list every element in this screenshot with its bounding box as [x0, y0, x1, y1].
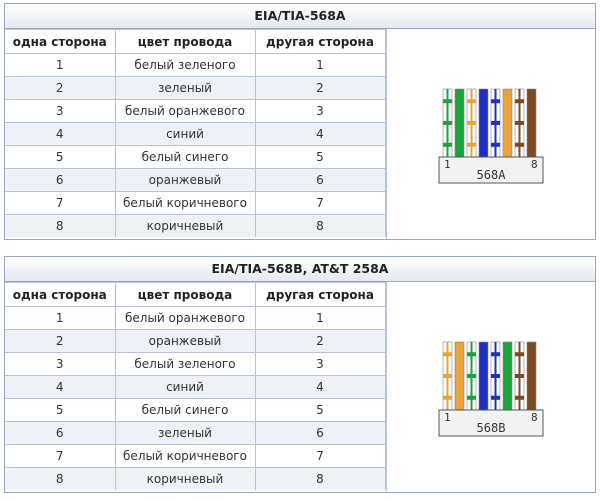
column-header-side-b: другая сторона [255, 30, 385, 54]
panel-title: EIA/TIA-568A [5, 4, 595, 29]
pin-label-last: 8 [531, 411, 538, 424]
table-row [5, 353, 385, 376]
pin-side-b: 7 [255, 445, 385, 468]
pin-label-first: 1 [444, 158, 451, 171]
wire-stripe-band [443, 396, 452, 400]
wire-color: белый синего [115, 146, 255, 169]
pin-side-b: 1 [255, 307, 385, 330]
wire-stripe-band [443, 352, 452, 356]
table-row [5, 169, 385, 192]
table-header-row [5, 30, 385, 54]
pin-side-a: 1 [5, 307, 115, 330]
wire-stripe-band [491, 143, 500, 147]
pin-side-a: 7 [5, 445, 115, 468]
wire-color: белый коричневого [115, 192, 255, 215]
pin-side-b: 8 [255, 215, 385, 238]
wire-stripe-band [515, 143, 524, 147]
wire-stripe-band [491, 121, 500, 125]
pin-side-a: 1 [5, 54, 115, 77]
wire-stripe-band [515, 374, 524, 378]
pin-side-b: 4 [255, 123, 385, 146]
wire-color: оранжевый [115, 169, 255, 192]
table-row [5, 330, 385, 353]
pin-side-a: 3 [5, 353, 115, 376]
table-row [5, 54, 385, 77]
wire-color: белый коричневого [115, 445, 255, 468]
column-header-side-a: одна сторона [5, 283, 115, 307]
wire-stripe-band [515, 121, 524, 125]
wire-color: белый синего [115, 399, 255, 422]
pin-side-b: 4 [255, 376, 385, 399]
panel-title: EIA/TIA-568B, AT&T 258A [5, 257, 595, 282]
table-row [5, 215, 385, 238]
connector-wires [443, 342, 536, 410]
pin-side-a: 8 [5, 468, 115, 491]
column-header-side-b: другая сторона [255, 283, 385, 307]
wire-pin-4 [479, 89, 488, 157]
table-row [5, 445, 385, 468]
column-header-side-a: одна сторона [5, 30, 115, 54]
wire-stripe-band [467, 99, 476, 103]
rj45-connector-diagram [386, 282, 595, 492]
pin-side-a: 3 [5, 100, 115, 123]
column-header-wire-color: цвет провода [115, 283, 255, 307]
wire-color: белый оранжевого [115, 307, 255, 330]
wire-stripe-band [467, 352, 476, 356]
wire-color: белый зеленого [115, 54, 255, 77]
pin-side-a: 4 [5, 123, 115, 146]
wire-pin-6 [503, 89, 512, 157]
pin-label-last: 8 [531, 158, 538, 171]
table-row [5, 468, 385, 491]
wire-stripe-band [515, 99, 524, 103]
standard-568b-panel [4, 256, 596, 493]
wire-pin-8 [527, 89, 536, 157]
wire-color: коричневый [115, 468, 255, 491]
pin-side-a: 7 [5, 192, 115, 215]
column-header-wire-color: цвет провода [115, 30, 255, 54]
wire-stripe-band [515, 396, 524, 400]
pin-side-a: 8 [5, 215, 115, 238]
table-row [5, 192, 385, 215]
rj45-568b-svg [387, 282, 595, 492]
wire-stripe-band [443, 374, 452, 378]
table-row [5, 146, 385, 169]
wire-stripe-band [467, 121, 476, 125]
wire-color: коричневый [115, 215, 255, 238]
wire-stripe-band [467, 374, 476, 378]
pin-side-b: 6 [255, 169, 385, 192]
pin-side-a: 5 [5, 146, 115, 169]
pin-side-b: 1 [255, 54, 385, 77]
table-row [5, 399, 385, 422]
pin-side-b: 2 [255, 330, 385, 353]
table-row [5, 123, 385, 146]
pin-side-b: 2 [255, 77, 385, 100]
rj45-568a-svg [387, 29, 595, 239]
table-row [5, 307, 385, 330]
table-row [5, 422, 385, 445]
wire-stripe-band [491, 99, 500, 103]
rj45-connector-diagram [386, 29, 595, 239]
wire-color: синий [115, 123, 255, 146]
table-row [5, 77, 385, 100]
wire-stripe-band [467, 396, 476, 400]
wire-pin-4 [479, 342, 488, 410]
wire-pin-2 [455, 89, 464, 157]
pin-side-a: 6 [5, 422, 115, 445]
wire-color: зеленый [115, 77, 255, 100]
pin-side-a: 2 [5, 330, 115, 353]
wire-stripe-band [515, 352, 524, 356]
wire-color: синий [115, 376, 255, 399]
connector-standard-label: 568B [476, 421, 506, 435]
wire-color: белый оранжевого [115, 100, 255, 123]
wire-stripe-band [491, 396, 500, 400]
pinout-table [5, 29, 386, 237]
pin-side-b: 5 [255, 399, 385, 422]
pin-side-a: 2 [5, 77, 115, 100]
wire-pin-6 [503, 342, 512, 410]
wire-stripe-band [443, 143, 452, 147]
pin-side-a: 4 [5, 376, 115, 399]
pin-side-b: 5 [255, 146, 385, 169]
pin-side-a: 5 [5, 399, 115, 422]
pin-side-b: 3 [255, 100, 385, 123]
pin-side-b: 3 [255, 353, 385, 376]
wire-stripe-band [443, 121, 452, 125]
pin-side-b: 8 [255, 468, 385, 491]
pin-side-b: 6 [255, 422, 385, 445]
wire-stripe-band [467, 143, 476, 147]
table-row [5, 100, 385, 123]
wire-stripe-band [491, 374, 500, 378]
wire-color: оранжевый [115, 330, 255, 353]
pin-side-a: 6 [5, 169, 115, 192]
connector-wires [443, 89, 536, 157]
wire-stripe-band [491, 352, 500, 356]
pin-label-first: 1 [444, 411, 451, 424]
pin-side-b: 7 [255, 192, 385, 215]
wire-color: белый зеленого [115, 353, 255, 376]
pinout-table [5, 282, 386, 490]
table-header-row [5, 283, 385, 307]
standard-568a-panel [4, 3, 596, 240]
wire-pin-8 [527, 342, 536, 410]
wire-color: зеленый [115, 422, 255, 445]
wire-stripe-band [443, 99, 452, 103]
table-row [5, 376, 385, 399]
connector-standard-label: 568A [476, 168, 506, 182]
wire-pin-2 [455, 342, 464, 410]
